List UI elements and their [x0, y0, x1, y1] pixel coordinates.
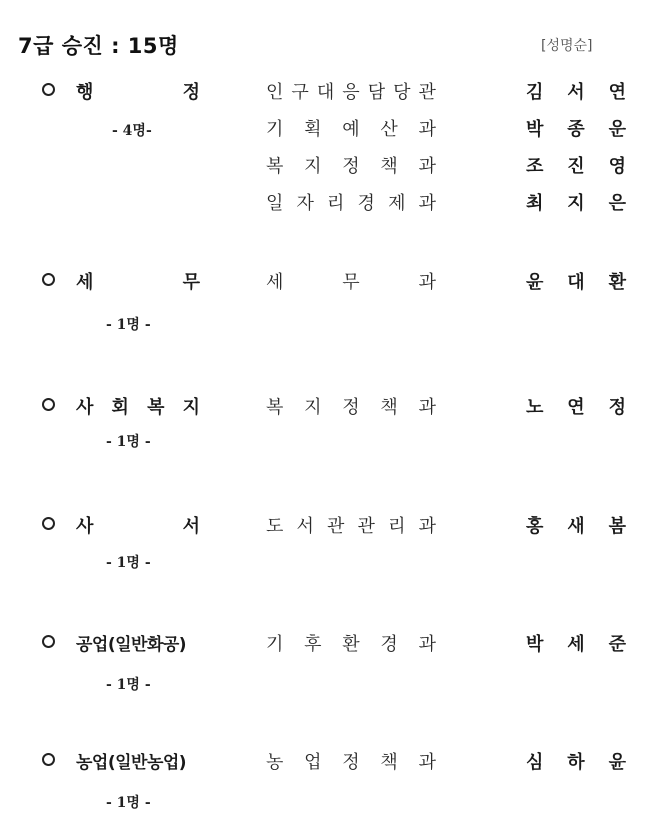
assignment-row	[0, 115, 668, 139]
job-category: 행 정	[76, 82, 200, 103]
department-name: 복 지 정 책 과	[266, 156, 436, 177]
person-name: 김 서 연	[526, 82, 626, 103]
assignment-row	[0, 512, 668, 536]
assignment-row	[0, 268, 668, 292]
person-name: 홍 새 봄	[526, 516, 626, 537]
person-name: 노 연 정	[526, 397, 626, 418]
assignment-row	[0, 630, 668, 654]
assignment-row	[0, 152, 668, 176]
department-name: 기 획 예 산 과	[266, 119, 436, 140]
job-category: 사 회 복 지	[76, 397, 200, 418]
headcount-label: - 1명 -	[106, 677, 151, 693]
department-name: 인 구 대 응 담 당 관	[266, 82, 436, 103]
person-name: 박 종 운	[526, 119, 626, 140]
sort-order-note: [성명순]	[541, 38, 593, 54]
department-name: 도 서 관 관 리 과	[266, 516, 436, 537]
department-name: 농 업 정 책 과	[266, 752, 436, 773]
headcount-label: - 1명 -	[106, 555, 151, 571]
page-title: 7급 승진 : 15명	[18, 34, 179, 58]
person-name: 윤 대 환	[526, 272, 626, 293]
assignment-row	[0, 189, 668, 213]
person-name: 조 진 영	[526, 156, 626, 177]
department-name: 일 자 리 경 제 과	[266, 193, 436, 214]
person-name: 박 세 준	[526, 634, 626, 655]
headcount-label: - 1명 -	[106, 434, 151, 450]
headcount-label: - 4명-	[112, 123, 152, 139]
department-name: 기 후 환 경 과	[266, 634, 436, 655]
job-category: 세 무	[76, 272, 200, 293]
job-category: 농업(일반농업)	[76, 753, 187, 773]
assignment-row	[0, 393, 668, 417]
department-name: 복 지 정 책 과	[266, 397, 436, 418]
headcount-label: - 1명 -	[106, 795, 151, 811]
headcount-label: - 1명 -	[106, 317, 151, 333]
person-name: 최 지 은	[526, 193, 626, 214]
job-category: 사 서	[76, 516, 200, 537]
person-name: 심 하 윤	[526, 752, 626, 773]
assignment-row	[0, 748, 668, 772]
assignment-row	[0, 78, 668, 102]
department-name: 세 무 과	[266, 272, 436, 293]
job-category: 공업(일반화공)	[76, 635, 187, 655]
